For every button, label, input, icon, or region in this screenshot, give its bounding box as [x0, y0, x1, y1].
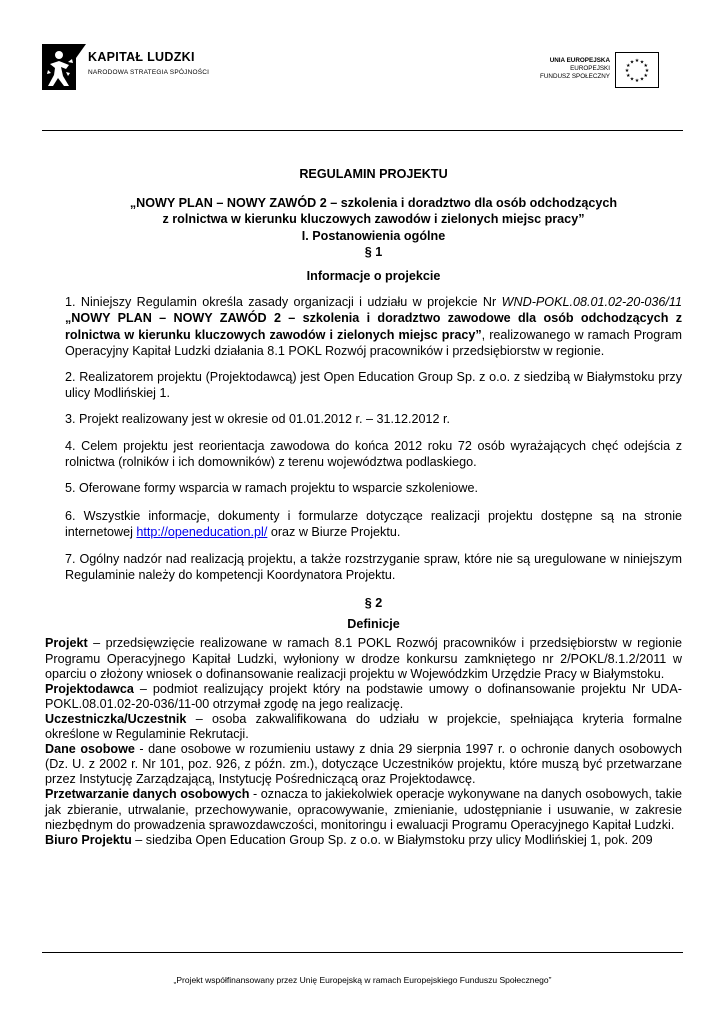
definition-projektodawca-text: – podmiot realizujący projekt który na podstawie umowy o dofinansowanie projektu Nr UDA-POKL.08.01.02-20-036/11-00 otrzymał zgodę na jego realizację.: [45, 681, 682, 711]
section-1-item-3: 3. Projekt realizowany jest w okresie od 01.01.2012 r. – 31.12.2012 r.: [65, 412, 451, 427]
svg-text:★: ★: [643, 63, 648, 69]
section-1-title: Informacje o projekcie: [306, 269, 441, 284]
definition-projekt-text: – przedsięwzięcie realizowane w ramach 8.1 POKL Rozwój pracowników i przedsiębiorstw w regionie Programu Operacyjnego Kapitał Ludzki, wyłoniony w drodze konkursu zamkniętego nr 2/POKL/8.1.2/2011 w oparciu o złożony wniosek o dofinansowanie realizacji projektu w Wojewódzkim Urzędzie Pracy w Białymstoku.: [45, 636, 682, 681]
term-projektodawca: Projektodawca: [45, 681, 134, 696]
item-1-text-a: 1. Niniejszy Regulamin określa zasady organizacji i udziału w projekcie Nr: [65, 295, 502, 310]
footer-text: „Projekt współfinansowany przez Unię Europejską w ramach Europejskiego Funduszu Społecznego”: [173, 975, 552, 985]
svg-text:★: ★: [634, 78, 640, 84]
project-name-line-1: „NOWY PLAN – NOWY ZAWÓD 2 – szkolenia i doradztwo dla osób odchodzących: [129, 196, 618, 211]
svg-text:★: ★: [624, 68, 630, 74]
item-1-text-c: , realizowanego w ramach Program Operacyjny Kapitał Ludzki działania 8.1 POKL Rozwój pracowników i przedsiębiorstw w regionie.: [65, 327, 682, 358]
logo-title: KAPITAŁ LUDZKI: [88, 50, 195, 64]
section-1-item-4: 4. Celem projektu jest reorientacja zawodowa do końca 2012 roku 72 osób wyrażających chęć odejścia z rolnictwa (rolników i ich domowników) z terenu województwa podlaskiego.: [65, 438, 682, 469]
definition-biuro-projektu: [45, 833, 682, 848]
chapter-heading: I. Postanowienia ogólne: [301, 228, 446, 243]
definition-uczestnik: [45, 712, 682, 742]
logo-subtitle: NARODOWA STRATEGIA SPÓJNOŚCI: [88, 69, 210, 76]
item-1-project-number: WND-POKL.08.01.02-20-036/11: [501, 295, 682, 310]
eu-flag-icon: [615, 52, 659, 88]
svg-text:★: ★: [634, 58, 640, 64]
term-uczestnik: Uczestniczka/Uczestnik: [45, 711, 187, 726]
svg-text:★: ★: [643, 73, 648, 79]
eu-stars-icon: [616, 53, 658, 87]
item-6-text-a: 6. Wszystkie informacje, dokumenty i formularze dotyczące realizacji projektu dostępne są na stronie internetowej: [65, 509, 682, 540]
definition-przetwarzanie-text: - oznacza to jakiekolwiek operacje wykonywane na danych osobowych, takie jak zbieranie, utrwalanie, przechowywanie, opracowywanie, zmienianie, udostępnianie i usuwanie, w zakresie niezbędnym do prowadzenia sprawozdawczości, monitoringu i ewaluacji Programu Operacyjnego Kapitał Ludzki.: [45, 787, 683, 832]
item-1-project-name: „NOWY PLAN – NOWY ZAWÓD 2 – szkolenia i doradztwo zawodowe dla osób odchodzących z rolnictwa w kierunku kluczowych zawodów i zielonych miejsc pracy”: [65, 311, 682, 342]
section-1-item-6: [65, 508, 682, 540]
svg-text:★: ★: [626, 63, 631, 69]
item-6-text-b: oraz w Biurze Projektu.: [267, 525, 401, 540]
definitions-list: [45, 636, 682, 847]
header-divider: [42, 130, 683, 131]
svg-text:★: ★: [629, 59, 635, 66]
kapital-ludzki-emblem-icon: [42, 42, 86, 94]
svg-text:★: ★: [644, 68, 650, 74]
section-1-item-7: 7. Ogólny nadzór nad realizacją projektu, a także rozstrzyganie spraw, które nie są uregulowane w niniejszym Regulaminie należy do kompetencji Koordynatora Projektu.: [65, 551, 682, 582]
section-2-title: Definicje: [347, 617, 400, 632]
website-link[interactable]: http://openeducation.pl/: [136, 525, 268, 540]
section-1-item-5: 5. Oferowane formy wsparcia w ramach projektu to wsparcie szkoleniowe.: [65, 481, 478, 496]
svg-text:★: ★: [626, 73, 631, 79]
section-1-item-2: 2. Realizatorem projektu (Projektodawcą) jest Open Education Group Sp. z o.o. z siedzibą w Białymstoku przy ulicy Modlińskiej 1.: [65, 370, 682, 401]
definition-uczestnik-text: – osoba zakwalifikowana do udziału w projekcie, spełniająca kryteria formalne określone w Regulaminie Rekrutacji.: [45, 711, 682, 742]
svg-text:★: ★: [639, 76, 645, 83]
term-projekt: Projekt: [45, 636, 88, 651]
term-przetwarzanie: Przetwarzanie danych osobowych: [45, 787, 250, 802]
eu-line-1: UNIA EUROPEJSKA: [549, 57, 610, 64]
section-2-heading: § 2: [364, 596, 383, 611]
definition-przetwarzanie: [45, 787, 682, 832]
definition-dane-osobowe: [45, 742, 682, 787]
footer-divider: [42, 952, 683, 953]
svg-text:★: ★: [639, 59, 645, 66]
kapital-ludzki-logo: [42, 42, 242, 94]
document-body: [45, 166, 683, 848]
eu-line-2: EUROPEJSKI: [570, 65, 610, 73]
project-name-line-2: z rolnictwa w kierunku kluczowych zawodów i zielonych miejsc pracy”: [162, 212, 585, 227]
term-dane-osobowe: Dane osobowe: [45, 742, 135, 757]
eu-text: [540, 57, 610, 82]
section-1-heading: § 1: [364, 244, 383, 259]
definition-projekt: [45, 636, 682, 681]
eu-logo: [500, 48, 670, 94]
definition-dane-osobowe-text: - dane osobowe w rozumieniu ustawy z dnia 29 sierpnia 1997 r. o ochronie danych osobowych (Dz. U. z 2002 r. Nr 101, poz. 926, z późn. zm.), dotyczące Uczestników projektu, które muszą być przetwarzane przez Instytucję Zarządzającą, Instytucję Pośredniczącą oraz Projektodawcę.: [45, 742, 683, 787]
document-title: REGULAMIN PROJEKTU: [299, 167, 448, 181]
section-1-item-1: [65, 294, 682, 359]
definition-projektodawca: [45, 682, 682, 712]
eu-line-3: FUNDUSZ SPOŁECZNY: [540, 73, 610, 81]
term-biuro-projektu: Biuro Projektu: [45, 832, 132, 847]
svg-text:★: ★: [629, 76, 635, 83]
definition-biuro-projektu-text: – siedziba Open Education Group Sp. z o.o. w Białymstoku przy ulicy Modlińskiej 1, pok. 209: [131, 832, 653, 847]
